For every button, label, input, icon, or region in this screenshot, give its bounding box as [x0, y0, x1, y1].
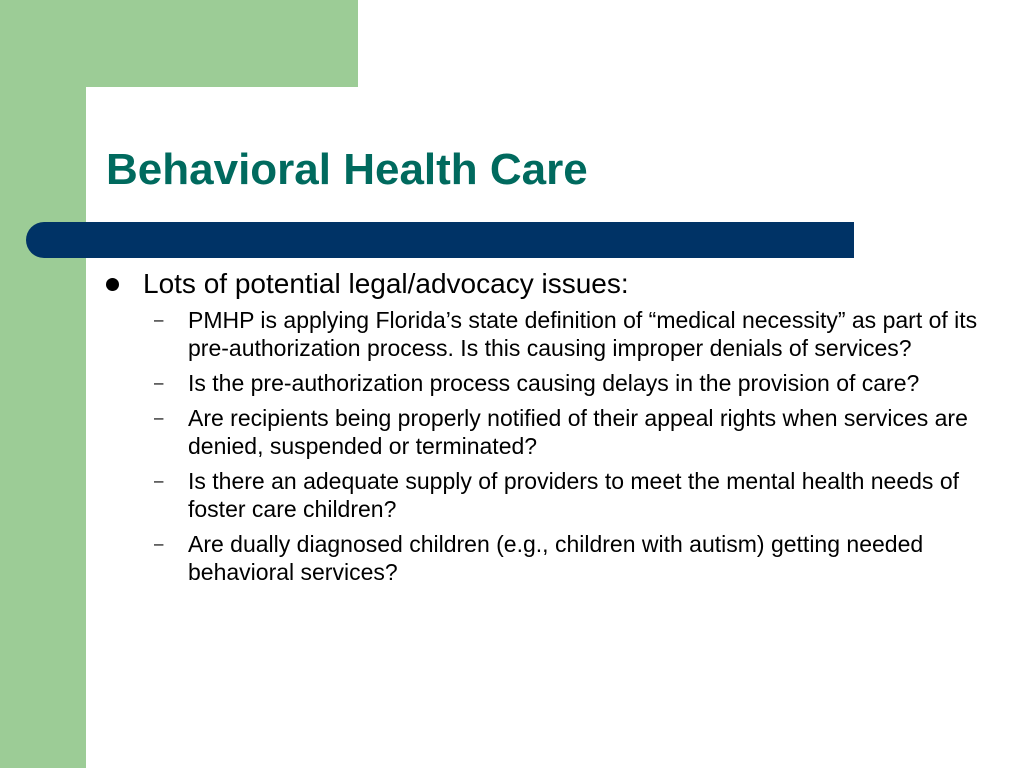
sub-bullet-text: Is there an adequate supply of providers to meet the mental health needs of foster care children? — [188, 468, 959, 522]
dash-icon: – — [154, 534, 164, 553]
decorative-green-strip-left — [0, 0, 86, 768]
sub-bullet-text: Is the pre-authorization process causing delays in the provision of care? — [188, 370, 920, 396]
slide-content — [106, 265, 986, 593]
sub-bullet — [106, 369, 986, 397]
decorative-rounded-corner — [86, 87, 146, 147]
bullet-dot-icon — [106, 278, 119, 291]
sub-bullet — [106, 467, 986, 523]
sub-bullet-text: PMHP is applying Florida’s state definition of “medical necessity” as part of its pre-authorization process. Is this causing improper denials of services? — [188, 307, 978, 361]
sub-bullet-list — [106, 306, 986, 586]
dash-icon: – — [154, 373, 164, 392]
main-bullet-text: Lots of potential legal/advocacy issues: — [143, 268, 629, 299]
sub-bullet — [106, 404, 986, 460]
sub-bullet — [106, 530, 986, 586]
slide-title: Behavioral Health Care — [106, 145, 588, 194]
main-bullet — [106, 265, 986, 303]
sub-bullet-text: Are dually diagnosed children (e.g., children with autism) getting needed behavioral services? — [188, 531, 924, 585]
sub-bullet-text: Are recipients being properly notified of their appeal rights when services are denied, suspended or terminated? — [188, 405, 968, 459]
dash-icon: – — [154, 471, 164, 490]
dash-icon: – — [154, 310, 164, 329]
title-underline-bar — [26, 222, 854, 258]
sub-bullet — [106, 306, 986, 362]
dash-icon: – — [154, 408, 164, 427]
